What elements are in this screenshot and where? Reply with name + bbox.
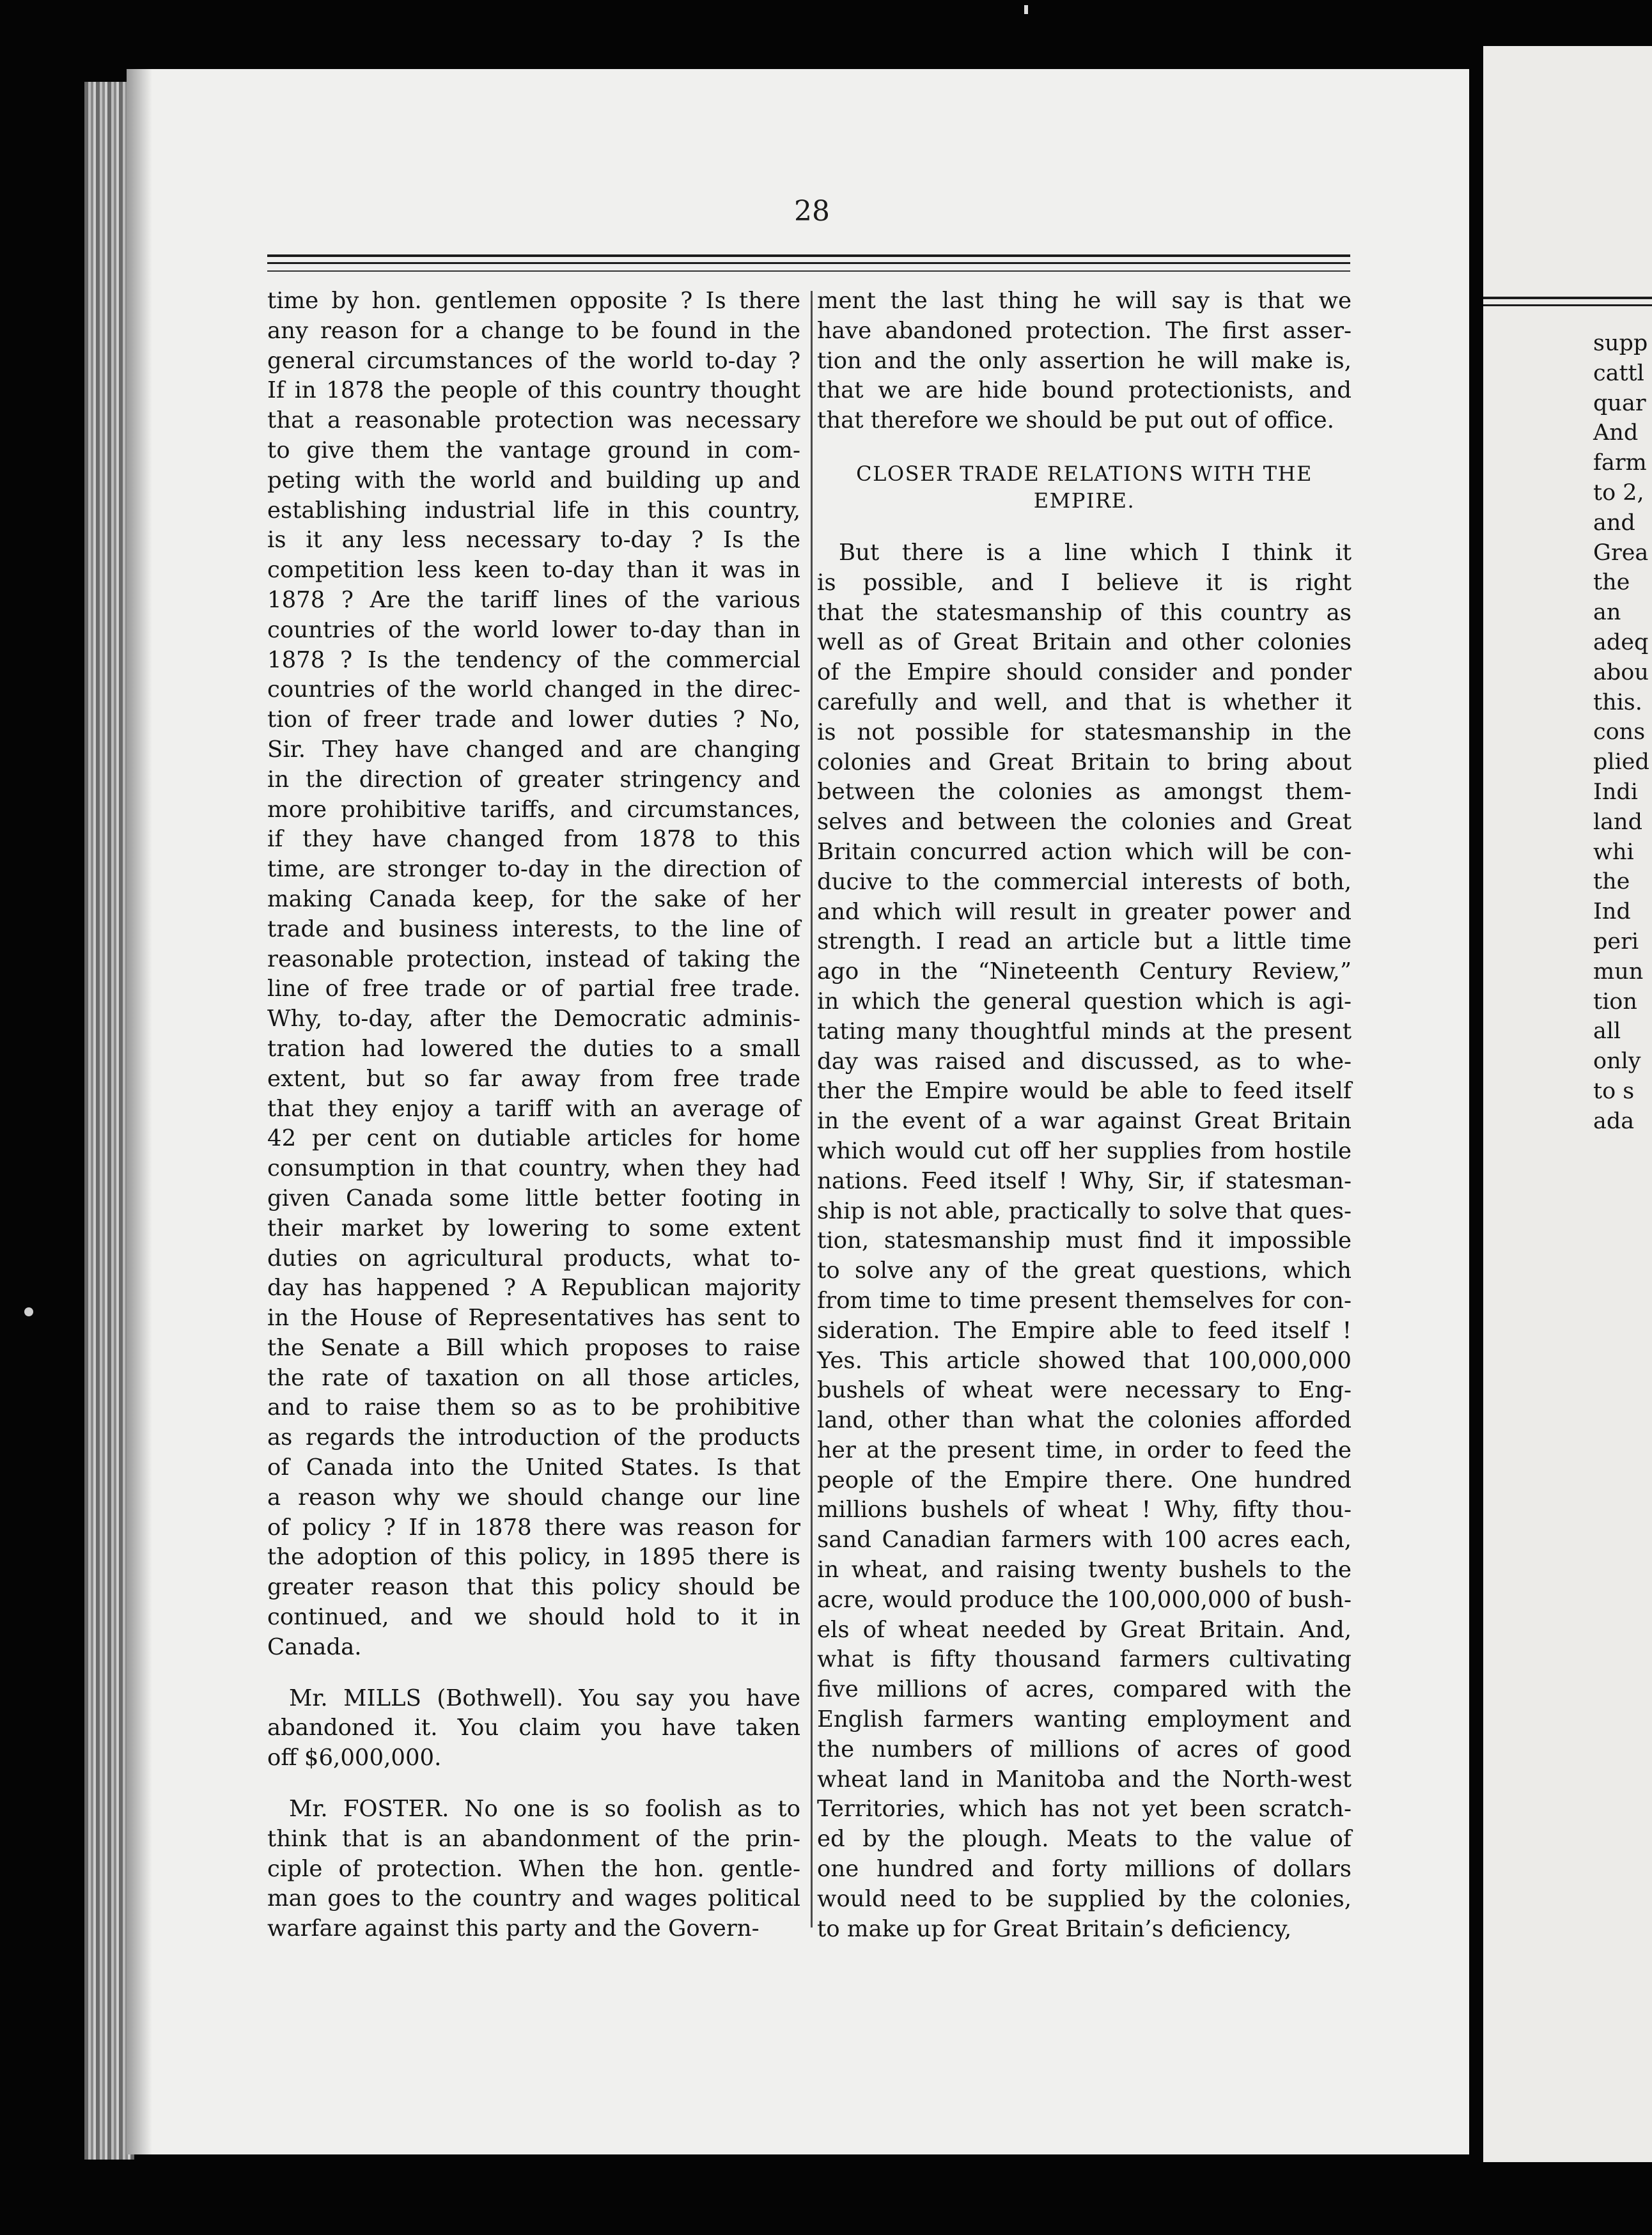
- text-line: Mr. MILLS (Bothwell). You say you have: [289, 1685, 800, 1711]
- text-line: sideration. The Empire able to feed itself !: [817, 1317, 1352, 1344]
- text-line: land, other than what the colonies afforded: [817, 1407, 1352, 1434]
- text-line: more prohibitive tariffs, and circumstances,: [267, 796, 800, 823]
- text-line: ducive to the commercial interests of both,: [817, 868, 1352, 895]
- next-page-line: land: [1593, 809, 1643, 835]
- text-line: one hundred and forty millions of dollars: [817, 1856, 1352, 1883]
- text-line: tion, statesmanship must find it impossible: [817, 1227, 1352, 1254]
- next-page-fragment: [1483, 46, 1652, 2162]
- text-line: in the event of a war against Great Britain: [817, 1108, 1352, 1135]
- text-line: is not possible for statesmanship in the: [817, 719, 1352, 745]
- text-line: extent, but so far away from free trade: [267, 1065, 800, 1092]
- text-line: nations. Feed itself ! Why, Sir, if statesman-: [817, 1167, 1352, 1194]
- text-line: man goes to the country and wages political: [267, 1885, 800, 1912]
- next-page-line: cattl: [1593, 360, 1644, 386]
- next-page-line: tion: [1593, 988, 1637, 1015]
- text-line: time by hon. gentlemen opposite ? Is there: [267, 288, 800, 314]
- book-gutter: [1469, 38, 1483, 2167]
- text-line: millions bushels of wheat ! Why, fifty thou-: [817, 1497, 1352, 1523]
- text-line: continued, and we should hold to it in: [267, 1604, 800, 1631]
- text-line: five millions of acres, compared with the: [817, 1676, 1352, 1703]
- text-line: Britain concurred action which will be con-: [817, 838, 1352, 865]
- text-line: well as of Great Britain and other colonies: [817, 629, 1352, 656]
- text-line: warfare against this party and the Govern-: [267, 1915, 760, 1942]
- left-column: [267, 286, 800, 1944]
- text-line: 42 per cent on dutiable articles for home: [267, 1125, 800, 1152]
- next-page-line: Indi: [1593, 779, 1638, 805]
- text-line: els of wheat needed by Great Britain. And,: [817, 1616, 1352, 1643]
- text-line: 1878 ? Are the tariff lines of the various: [267, 586, 800, 613]
- page-number: 28: [794, 195, 830, 228]
- text-line: in wheat, and raising twenty bushels to the: [817, 1557, 1352, 1584]
- next-page-line: whi: [1593, 839, 1634, 865]
- text-line: ship is not able, practically to solve that ques-: [817, 1197, 1352, 1224]
- paragraph: [267, 1684, 800, 1773]
- next-page-line: peri: [1593, 928, 1639, 954]
- next-page-line: an: [1593, 600, 1621, 626]
- section-heading: [817, 460, 1352, 514]
- next-page-line: only: [1593, 1048, 1641, 1075]
- next-page-line: to s: [1593, 1078, 1635, 1104]
- text-line: Canada.: [267, 1633, 362, 1660]
- text-line: any reason for a change to be found in the: [267, 317, 800, 344]
- text-line: sand Canadian farmers with 100 acres each,: [817, 1527, 1352, 1554]
- text-line: the rate of taxation on all those articles,: [267, 1364, 800, 1391]
- text-line: making Canada keep, for the sake of her: [267, 885, 800, 912]
- text-line: have abandoned protection. The first asser-: [817, 317, 1352, 344]
- text-line: off $6,000,000.: [267, 1745, 442, 1772]
- next-page-line: the: [1593, 869, 1630, 895]
- text-line: her at the present time, in order to feed the: [817, 1437, 1352, 1463]
- text-line: tating many thoughtful minds at the present: [817, 1018, 1352, 1045]
- text-line: in the House of Representatives has sent to: [267, 1305, 800, 1332]
- text-line: and which will result in greater power and: [817, 898, 1352, 925]
- paragraph: [267, 1795, 800, 1944]
- next-page-line: farm: [1593, 450, 1647, 476]
- right-column: [817, 286, 1352, 1944]
- text-line: colonies and Great Britain to bring about: [817, 749, 1352, 775]
- scan-artifact: [1024, 5, 1028, 14]
- text-line: people of the Empire there. One hundred: [817, 1467, 1352, 1493]
- text-line: abandoned it. You claim you have taken: [267, 1715, 800, 1741]
- text-line: think that is an abandonment of the prin-: [267, 1825, 800, 1852]
- text-line: the numbers of millions of acres of good: [817, 1736, 1352, 1763]
- text-line: Yes. This article showed that 100,000,000: [817, 1347, 1352, 1374]
- next-page-line: Grea: [1593, 540, 1649, 566]
- text-line: if they have changed from 1878 to this: [267, 826, 800, 853]
- paragraph: [267, 286, 800, 1663]
- section-heading-line: EMPIRE.: [1033, 488, 1135, 513]
- text-line: ed by the plough. Meats to the value of: [817, 1826, 1352, 1853]
- spine-shadow: [127, 69, 152, 2154]
- text-line: that therefore we should be put out of office.: [817, 407, 1334, 434]
- text-line: acre, would produce the 100,000,000 of bush-: [817, 1586, 1352, 1613]
- text-line: of policy ? If in 1878 there was reason for: [267, 1514, 800, 1541]
- text-line: tion of freer trade and lower duties ? No,: [267, 706, 800, 733]
- column-divider: [811, 291, 813, 1927]
- next-page-line: plied: [1593, 749, 1649, 775]
- text-line: given Canada some little better footing in: [267, 1185, 800, 1211]
- text-line: carefully and well, and that is whether it: [817, 689, 1352, 715]
- text-line: as regards the introduction of the products: [267, 1424, 800, 1451]
- text-line: ment the last thing he will say is that we: [817, 288, 1352, 314]
- text-line: day has happened ? A Republican majority: [267, 1275, 800, 1302]
- text-line: 1878 ? Is the tendency of the commercial: [267, 646, 800, 673]
- next-page-header-rule: [1483, 297, 1652, 312]
- text-line: would need to be supplied by the colonies,: [817, 1885, 1352, 1912]
- text-line: ther the Empire would be able to feed itself: [817, 1078, 1352, 1105]
- text-line: Territories, which has not yet been scratch-: [817, 1796, 1352, 1823]
- text-line: trade and business interests, to the line of: [267, 915, 800, 942]
- text-line: that a reasonable protection was necessary: [267, 407, 800, 434]
- next-page-line: cons: [1593, 719, 1646, 745]
- text-line: tration had lowered the duties to a small: [267, 1035, 800, 1062]
- text-line: competition less keen to-day than it was in: [267, 557, 800, 584]
- text-line: tion and the only assertion he will make is,: [817, 347, 1352, 374]
- text-line: to solve any of the great questions, which: [817, 1258, 1352, 1284]
- text-line: to make up for Great Britain’s deficiency,: [817, 1915, 1292, 1942]
- header-rule: [267, 254, 1350, 276]
- text-line: duties on agricultural products, what to-: [267, 1245, 800, 1272]
- text-line: ago in the “Nineteenth Century Review,”: [817, 958, 1352, 985]
- text-line: that they enjoy a tariff with an average of: [267, 1095, 800, 1122]
- text-line: selves and between the colonies and Great: [817, 809, 1352, 836]
- text-line: Why, to-day, after the Democratic adminis-: [267, 1006, 800, 1032]
- text-line: is it any less necessary to-day ? Is the: [267, 527, 800, 554]
- text-line: which would cut off her supplies from hostile: [817, 1137, 1352, 1164]
- text-line: bushels of wheat were necessary to Eng-: [817, 1377, 1352, 1404]
- text-line: Sir. They have changed and are changing: [267, 736, 800, 763]
- next-page-line: And: [1593, 420, 1639, 446]
- scan-speck: [24, 1307, 33, 1316]
- text-line: If in 1878 the people of this country thought: [267, 377, 800, 404]
- text-line: that we are hide bound protectionists, and: [817, 377, 1352, 404]
- text-line: general circumstances of the world to-day ?: [267, 347, 800, 374]
- next-page-line: ada: [1593, 1108, 1635, 1134]
- next-page-line: Ind: [1593, 899, 1631, 925]
- text-line: of Canada into the United States. Is that: [267, 1454, 800, 1481]
- next-page-line: quar: [1593, 390, 1646, 416]
- next-page-line: the: [1593, 570, 1630, 596]
- next-page-line: mun: [1593, 958, 1644, 985]
- text-line: greater reason that this policy should be: [267, 1574, 800, 1601]
- text-line: day was raised and discussed, as to whe-: [817, 1048, 1352, 1075]
- text-line: peting with the world and building up and: [267, 467, 800, 494]
- text-line: reasonable protection, instead of taking the: [267, 946, 800, 972]
- text-line: in which the general question which is agi-: [817, 988, 1352, 1015]
- text-line: a reason why we should change our line: [267, 1484, 800, 1511]
- text-line: English farmers wanting employment and: [817, 1706, 1352, 1733]
- next-page-line: supp: [1593, 331, 1648, 356]
- text-line: the adoption of this policy, in 1895 there is: [267, 1544, 800, 1571]
- text-line: what is fifty thousand farmers cultivating: [817, 1646, 1352, 1673]
- text-line: and to raise them so as to be prohibitive: [267, 1394, 800, 1421]
- text-line: of the Empire should consider and ponder: [817, 659, 1352, 686]
- text-line: strength. I read an article but a little time: [817, 928, 1352, 955]
- paragraph: [817, 538, 1352, 1944]
- next-page-line: abou: [1593, 659, 1649, 685]
- text-line: between the colonies as amongst them-: [817, 779, 1352, 806]
- next-page-text: [1593, 329, 1652, 1137]
- text-line: in the direction of greater stringency and: [267, 766, 800, 793]
- text-line: time, are stronger to-day in the direction of: [267, 856, 800, 883]
- text-line: from time to time present themselves for con-: [817, 1287, 1352, 1314]
- next-page-line: all: [1593, 1018, 1621, 1045]
- text-line: wheat land in Manitoba and the North-west: [817, 1766, 1352, 1793]
- section-heading-line: CLOSER TRADE RELATIONS WITH THE: [856, 461, 1313, 486]
- text-line: to give them the vantage ground in com-: [267, 437, 800, 463]
- text-line: ciple of protection. When the hon. gentle-: [267, 1855, 800, 1882]
- text-line: the Senate a Bill which proposes to raise: [267, 1334, 800, 1361]
- next-page-line: this.: [1593, 689, 1642, 715]
- text-line: is possible, and I believe it is right: [817, 569, 1352, 596]
- text-line: consumption in that country, when they had: [267, 1155, 800, 1182]
- text-line: But there is a line which I think it: [839, 539, 1352, 566]
- text-line: establishing industrial life in this country,: [267, 497, 800, 524]
- text-line: that the statesmanship of this country as: [817, 599, 1352, 626]
- next-page-line: adeq: [1593, 629, 1649, 655]
- text-line: countries of the world changed in the direc-: [267, 676, 800, 703]
- text-line: countries of the world lower to-day than in: [267, 616, 800, 643]
- text-line: their market by lowering to some extent: [267, 1215, 800, 1242]
- next-page-line: to 2,: [1593, 479, 1644, 506]
- text-line: Mr. FOSTER. No one is so foolish as to: [289, 1796, 800, 1823]
- next-page-line: and: [1593, 510, 1635, 536]
- paragraph: [817, 286, 1352, 436]
- text-line: line of free trade or of partial free trade.: [267, 976, 800, 1002]
